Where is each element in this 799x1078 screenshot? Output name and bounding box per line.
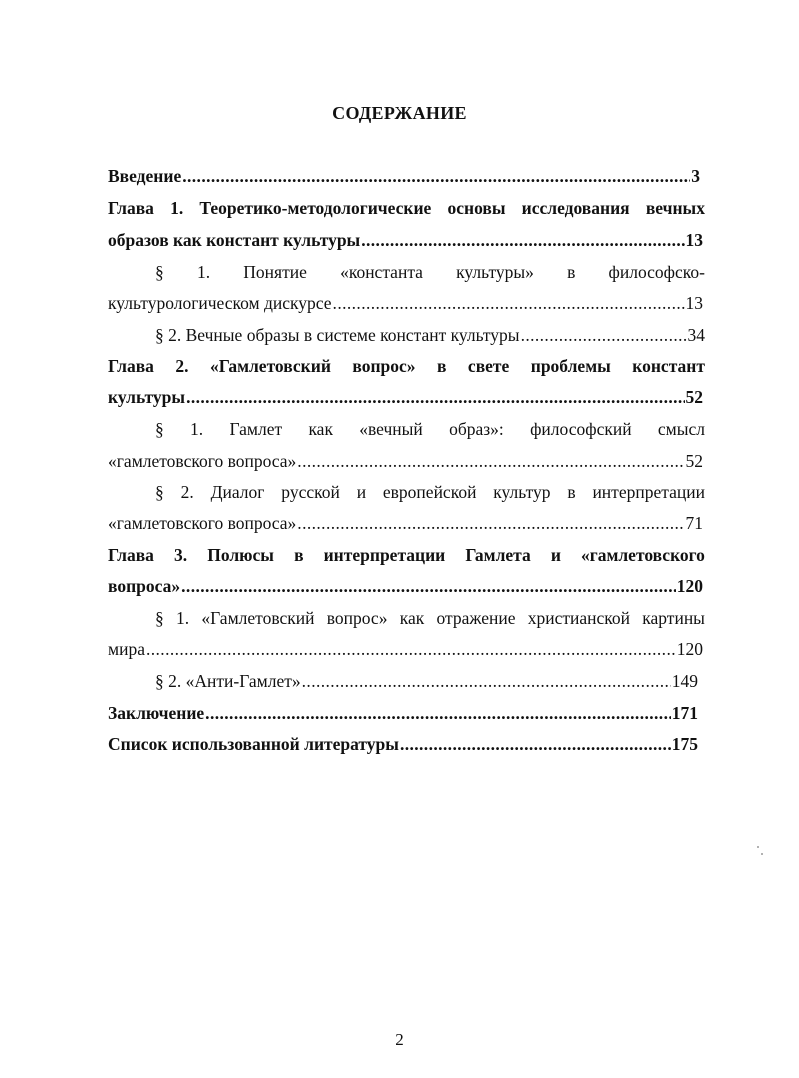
word: европейской: [382, 482, 477, 502]
word: в: [567, 482, 576, 502]
toc-entry-label: культурологическом дискурсе: [108, 293, 332, 313]
toc-entry-label: «гамлетовского вопроса»: [108, 451, 297, 471]
word: вечных: [645, 198, 705, 218]
word: отражение: [436, 608, 516, 628]
word: русской: [281, 482, 340, 502]
word: Полюсы: [207, 545, 274, 565]
dot-leader: [297, 511, 684, 535]
toc-entry-chapter-3-section-2: [155, 669, 698, 693]
toc-entry-label: мира: [108, 639, 145, 659]
word: 1.: [176, 608, 190, 628]
word: как: [399, 608, 425, 628]
word: §: [155, 419, 164, 439]
toc-page-number: 52: [685, 451, 703, 471]
word: 2.: [180, 482, 194, 502]
dot-leader: [361, 228, 684, 252]
dot-leader: [521, 323, 687, 347]
word: §: [155, 262, 164, 282]
toc-page-number: 13: [685, 230, 703, 250]
toc-page-number: 171: [671, 703, 698, 723]
toc-entry-label: вопроса»: [108, 576, 181, 596]
word: Теоретико-методологические: [199, 198, 432, 218]
dot-leader: [181, 574, 676, 598]
word: свете: [467, 356, 510, 376]
toc-page-number: 13: [685, 293, 703, 313]
word: смысл: [657, 419, 705, 439]
toc-page-number: 149: [671, 671, 698, 691]
toc-entry-label: Список использованной литературы: [108, 734, 399, 754]
dot-leader: [297, 449, 684, 473]
word: вопрос»: [326, 608, 388, 628]
scan-speck: [757, 846, 759, 848]
toc-entry-chapter-3-continued: [108, 574, 703, 598]
toc-entry-label: Заключение: [108, 703, 205, 723]
toc-entry-chapter-2-section-1: [155, 417, 705, 441]
word: образ»:: [449, 419, 504, 439]
toc-page-number: 120: [676, 639, 703, 659]
dot-leader: [182, 164, 690, 188]
word: и: [356, 482, 367, 502]
page-title: СОДЕРЖАНИЕ: [332, 103, 467, 123]
toc-entry-label: образов как констант культуры: [108, 230, 361, 250]
toc-entry-introduction: [108, 164, 700, 188]
word: «Гамлетовский: [201, 608, 315, 628]
word: 1.: [170, 198, 184, 218]
word: Глава: [108, 545, 154, 565]
word: 3.: [174, 545, 188, 565]
word: картины: [642, 608, 705, 628]
word: 1.: [196, 262, 211, 282]
word: Гамлета: [465, 545, 531, 565]
toc-entry-chapter-2-section-2: [155, 480, 705, 504]
word: §: [155, 608, 164, 628]
word: интерпретации: [323, 545, 446, 565]
toc-entry-chapter-3-section-1-continued: [108, 637, 703, 661]
toc-page-number: 52: [685, 387, 703, 407]
word: как: [308, 419, 333, 439]
word: Глава: [108, 356, 154, 376]
word: интерпретации: [592, 482, 705, 502]
toc-entry-bibliography: [108, 732, 698, 756]
word: 2.: [175, 356, 189, 376]
dot-leader: [302, 669, 671, 693]
dot-leader: [333, 291, 685, 315]
word: культур: [493, 482, 551, 502]
word: 1.: [190, 419, 204, 439]
toc-entry-chapter-2: [108, 354, 705, 378]
toc-page-number: 71: [685, 513, 703, 533]
toc-entry-label: культуры: [108, 387, 186, 407]
toc-entry-chapter-1: [108, 196, 705, 220]
word: Гамлет: [229, 419, 283, 439]
toc-entry-chapter-2-continued: [108, 385, 703, 409]
word: Глава: [108, 198, 154, 218]
word: в: [437, 356, 447, 376]
word: «константа: [340, 262, 423, 282]
toc-entry-chapter-1-section-2: [155, 323, 705, 347]
word: культуры»: [456, 262, 534, 282]
word: в: [294, 545, 304, 565]
word: §: [155, 482, 164, 502]
dot-leader: [400, 732, 671, 756]
word: «Гамлетовский: [209, 356, 331, 376]
toc-entry-label: Введение: [108, 166, 182, 186]
toc-entry-chapter-2-section-2-continued: [108, 511, 703, 535]
toc-entry-chapter-1-section-1: [155, 260, 705, 284]
toc-entry-label: «гамлетовского вопроса»: [108, 513, 297, 533]
word: «гамлетовского: [581, 545, 705, 565]
page-number: 2: [395, 1030, 404, 1049]
word: и: [550, 545, 561, 565]
word: исследования: [521, 198, 630, 218]
word: констант: [632, 356, 705, 376]
word: в: [567, 262, 576, 282]
word: философско-: [608, 262, 705, 282]
word: христианской: [527, 608, 631, 628]
toc-page-number: 34: [687, 325, 705, 345]
word: основы: [447, 198, 506, 218]
word: философский: [530, 419, 632, 439]
scan-speck: [761, 853, 763, 855]
dot-leader: [146, 637, 676, 661]
toc-entry-conclusion: [108, 701, 698, 725]
word: вопрос»: [352, 356, 416, 376]
word: «вечный: [359, 419, 423, 439]
toc-entry-label: § 2. «Анти-Гамлет»: [155, 671, 301, 691]
dot-leader: [186, 385, 684, 409]
toc-entry-chapter-2-section-1-continued: [108, 449, 703, 473]
toc-entry-chapter-1-continued: [108, 228, 703, 252]
dot-leader: [205, 701, 671, 725]
toc-entry-label: § 2. Вечные образы в системе констант культуры: [155, 325, 520, 345]
word: проблемы: [530, 356, 611, 376]
word: Диалог: [210, 482, 265, 502]
toc-page-number: 120: [676, 576, 703, 596]
toc-page-number: 3: [691, 166, 700, 186]
toc-entry-chapter-3: [108, 543, 705, 567]
toc-page-number: 175: [671, 734, 698, 754]
toc-entry-chapter-3-section-1: [155, 606, 705, 630]
toc-entry-chapter-1-section-1-continued: [108, 291, 703, 315]
word: Понятие: [243, 262, 307, 282]
